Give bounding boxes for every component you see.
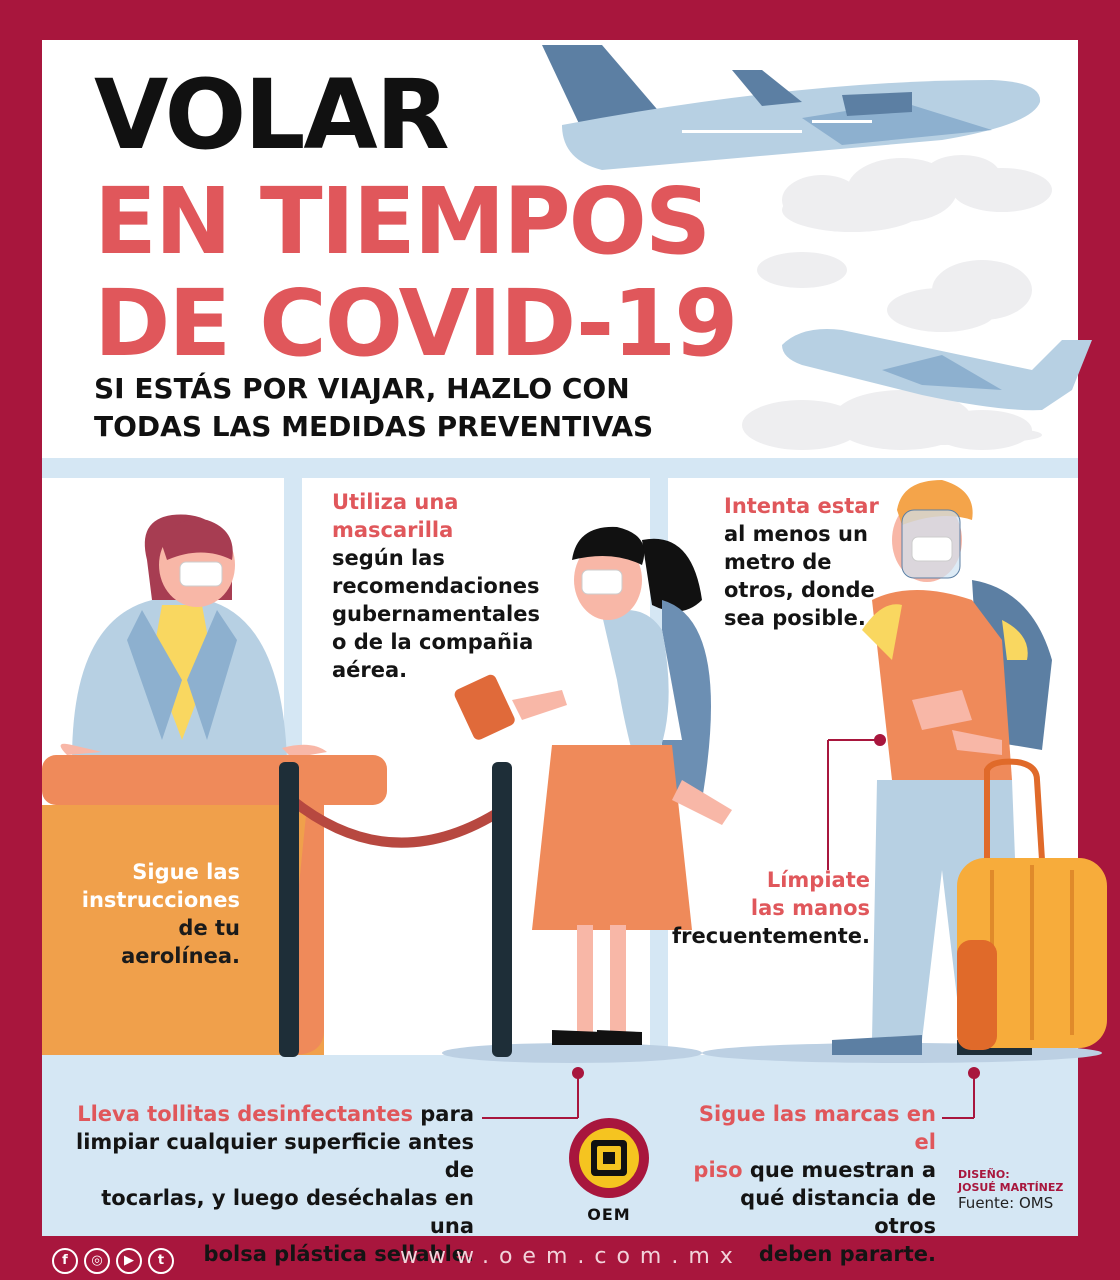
credits <box>958 1168 1063 1212</box>
tip-airline-line: Sigue las <box>132 860 240 884</box>
tip-mask-line: según las <box>332 546 445 570</box>
twitter-icon[interactable]: t <box>148 1248 174 1274</box>
tip-distance-line: metro de <box>724 550 832 574</box>
subtitle-line-2: TODAS LAS MEDIDAS PREVENTIVAS <box>94 410 654 443</box>
airplane-small <box>782 329 1092 410</box>
tip-floor-highlight-2: piso <box>693 1158 743 1182</box>
tip-floor-line: deben pararte. <box>758 1242 936 1266</box>
airplane-large <box>542 45 1040 170</box>
tip-mask-highlight-2: mascarilla <box>332 518 454 542</box>
tip-distance-highlight: Intenta estar <box>724 494 879 518</box>
oem-logo-icon <box>569 1118 649 1198</box>
credits-designer: JOSUÉ MARTÍNEZ <box>958 1181 1064 1194</box>
tip-wipes-line: para <box>412 1102 474 1126</box>
tip-wipes-line: limpiar cualquier superficie antes de <box>76 1130 474 1182</box>
oem-logo-text: OEM <box>587 1205 631 1224</box>
tip-distance-line: al menos un <box>724 522 868 546</box>
title-volar: VOLAR <box>94 59 448 171</box>
footer <box>0 1236 1120 1280</box>
tip-distance-line: sea posible. <box>724 606 866 630</box>
tip-floor-line: que muestran a <box>742 1158 936 1182</box>
tip-mask-line: gubernamentales <box>332 602 540 626</box>
tip-airline <box>62 858 240 970</box>
tip-floor-highlight-1: Sigue las marcas en el <box>698 1102 936 1154</box>
instagram-icon[interactable]: ◎ <box>84 1248 110 1274</box>
tip-hands-highlight-1: Límpiate <box>766 868 870 892</box>
tip-hands-highlight-2: las manos <box>750 896 870 920</box>
tip-mask-line: aérea. <box>332 658 408 682</box>
tip-mask-line: o de la compañia <box>332 630 534 654</box>
tip-mask <box>332 488 562 684</box>
credits-source: Fuente: OMS <box>958 1194 1054 1212</box>
subtitle-line-1: SI ESTÁS POR VIAJAR, HAZLO CON <box>94 372 630 405</box>
tip-floor-line: qué distancia de otros <box>740 1186 936 1238</box>
tip-wipes-highlight: Lleva tollitas desinfectantes <box>77 1102 413 1126</box>
tip-hands <box>642 866 870 950</box>
tip-distance <box>724 492 924 632</box>
tip-distance-line: otros, donde <box>724 578 875 602</box>
title-en-tiempos: EN TIEMPOS <box>94 168 710 275</box>
tip-mask-highlight-1: Utiliza una <box>332 490 459 514</box>
tip-mask-line: recomendaciones <box>332 574 540 598</box>
tip-hands-line: frecuentemente. <box>672 924 870 948</box>
website-url[interactable]: www.oem.com.mx <box>400 1244 743 1269</box>
tip-airline-line: instrucciones <box>81 888 240 912</box>
facebook-icon[interactable]: f <box>52 1248 78 1274</box>
tip-airline-line: de tu <box>178 916 240 940</box>
title-de-covid: DE COVID-19 <box>94 270 737 377</box>
credits-design-label: DISEÑO: <box>958 1168 1010 1181</box>
tip-airline-line: aerolínea. <box>121 944 240 968</box>
tip-wipes-line: bolsa plástica sellable. <box>203 1242 474 1266</box>
youtube-icon[interactable]: ▶ <box>116 1248 142 1274</box>
tip-wipes-line: tocarlas, y luego deséchalas en una <box>101 1186 474 1238</box>
